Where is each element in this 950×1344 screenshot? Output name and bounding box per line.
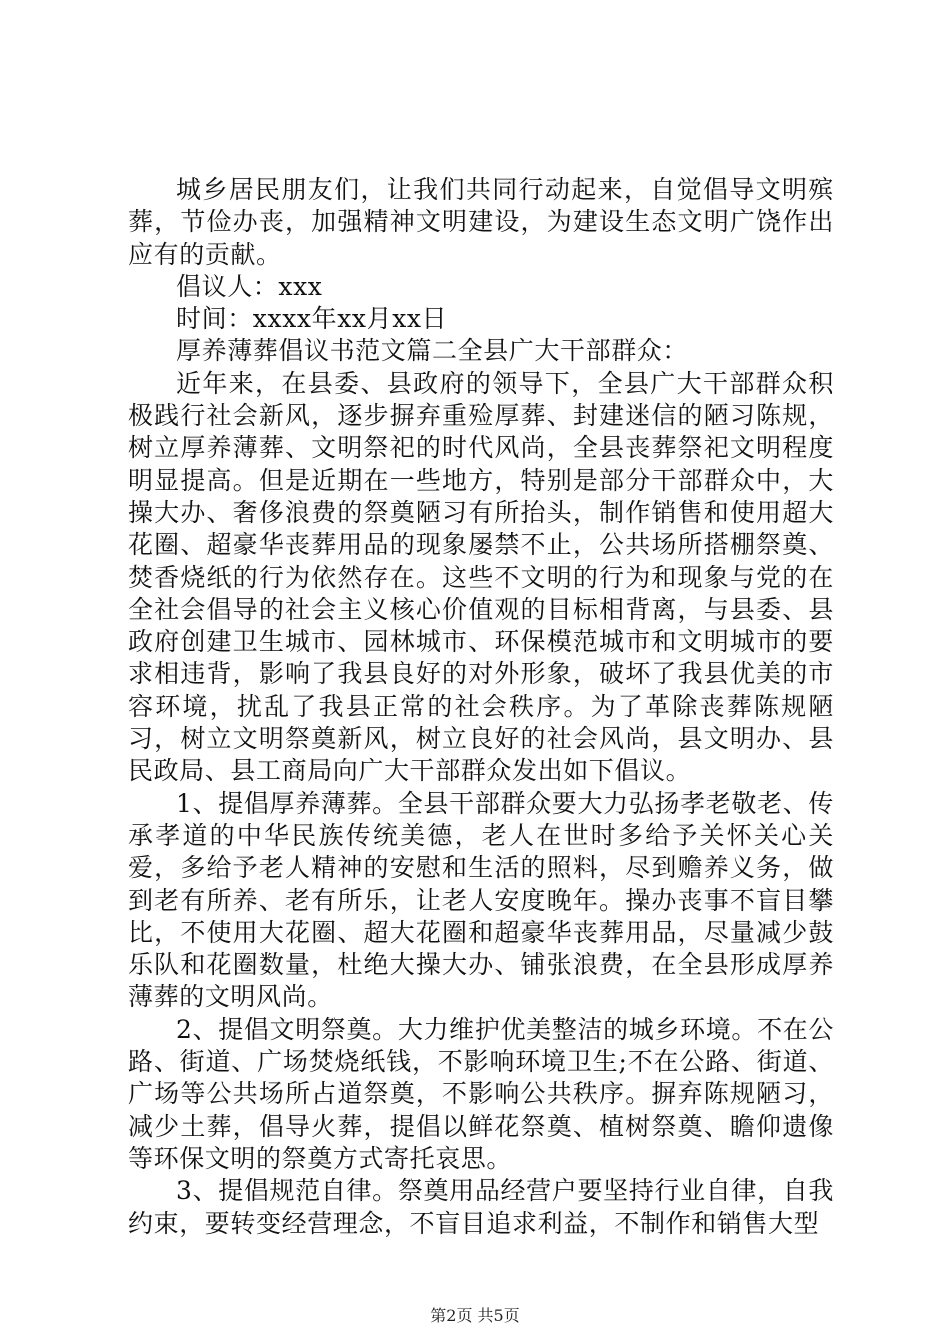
paragraph-proposer: 倡议人：xxx — [176, 271, 323, 301]
paragraph-item-1: 1、提倡厚养薄葬。全县干部群众要大力弘扬孝老敬老、传承孝道的中华民族传统美德，老人在世时多给予关怀关心关爱，多给予老人精神的安慰和生活的照料，尽到赡养义务，做到老有所养、老有所乐，让老人安度晚年。操办丧事不盲目攀比，不使用大花圈、超大花圈和超豪华丧葬用品，尽量减少鼓乐队和花圈数量，杜绝大操大办、铺张浪费，在全县形成厚养薄葬的文明风尚。 — [128, 788, 834, 1012]
document-body — [128, 174, 834, 1240]
page-number-footer: 第2页 共5页 — [430, 1306, 520, 1325]
paragraph-section-heading: 厚养薄葬倡议书范文篇二全县广大干部群众： — [176, 336, 689, 366]
paragraph-date: 时间：xxxx年xx月xx日 — [176, 304, 448, 334]
paragraph-closing-appeal: 城乡居民朋友们，让我们共同行动起来，自觉倡导文明殡葬，节俭办丧，加强精神文明建设，为建设生态文明广饶作出应有的贡献。 — [128, 175, 834, 269]
paragraph-intro: 近年来，在县委、县政府的领导下，全县广大干部群众积极践行社会新风，逐步摒弃重殓厚葬、封建迷信的陋习陈规，树立厚养薄葬、文明祭祀的时代风尚，全县丧葬祭祀文明程度明显提高。但是近期在一些地方，特别是部分干部群众中，大操大办、奢侈浪费的祭奠陋习有所抬头，制作销售和使用超大花圈、超豪华丧葬用品的现象屡禁不止，公共场所搭棚祭奠、焚香烧纸的行为依然存在。这些不文明的行为和现象与党的在全社会倡导的社会主义核心价值观的目标相背离，与县委、县政府创建卫生城市、园林城市、环保模范城市和文明城市的要求相违背，影响了我县良好的对外形象，破坏了我县优美的市容环境，扰乱了我县正常的社会秩序。为了革除丧葬陈规陋习，树立文明祭奠新风，树立良好的社会风尚，县文明办、县民政局、县工商局向广大干部群众发出如下倡议。 — [128, 368, 834, 786]
paragraph-item-3: 3、提倡规范自律。祭奠用品经营户要坚持行业自律，自我约束，要转变经营理念，不盲目追求利益，不制作和销售大型 — [128, 1176, 834, 1238]
paragraph-item-2: 2、提倡文明祭奠。大力维护优美整洁的城乡环境。不在公路、街道、广场焚烧纸钱，不影响环境卫生;不在公路、街道、广场等公共场所占道祭奠，不影响公共秩序。摒弃陈规陋习，减少土葬，倡导火葬，提倡以鲜花祭奠、植树祭奠、瞻仰遗像等环保文明的祭奠方式寄托哀思。 — [128, 1014, 834, 1173]
